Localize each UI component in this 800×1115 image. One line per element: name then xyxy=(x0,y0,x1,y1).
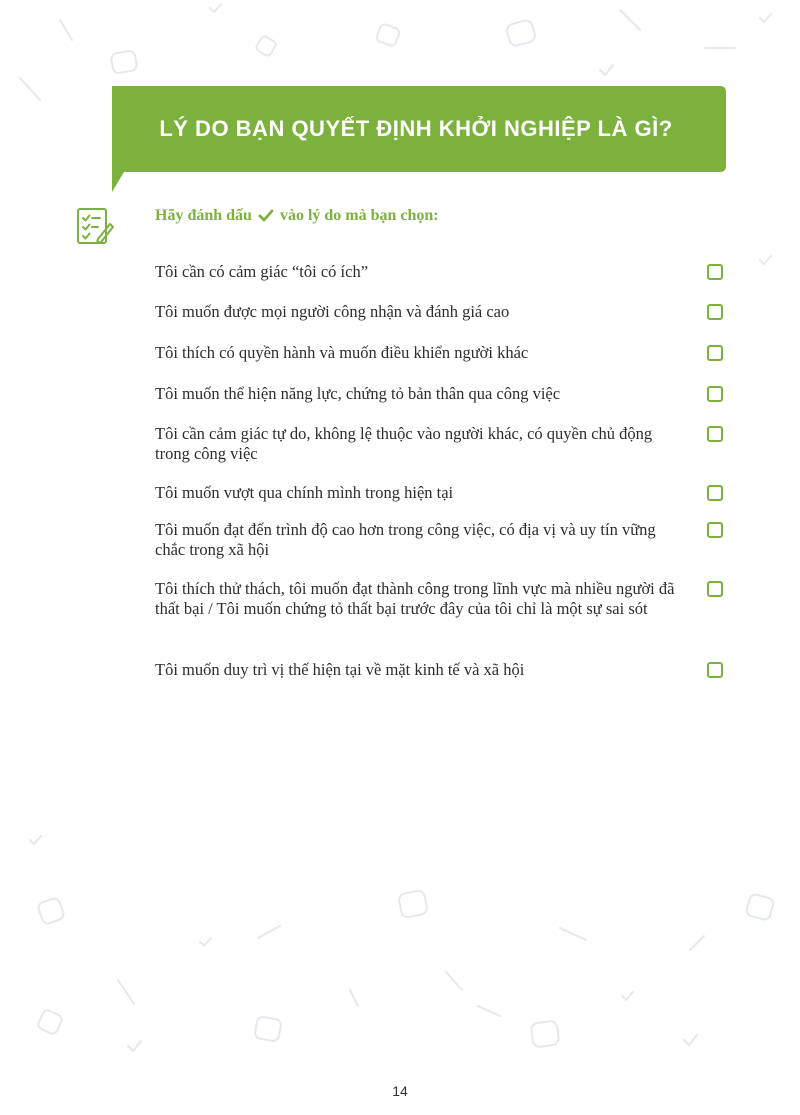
checklist-pencil-icon xyxy=(76,206,114,246)
checklist-item xyxy=(155,262,735,282)
checkbox[interactable] xyxy=(707,662,723,678)
checklist-item xyxy=(155,579,735,619)
doodle-pencil-icon xyxy=(446,972,462,990)
doodle-pencil-icon xyxy=(478,1006,500,1016)
doodle-check-icon xyxy=(684,1035,697,1045)
doodle-pencil-icon xyxy=(20,78,40,100)
doodle-square-icon xyxy=(530,1020,559,1047)
checklist-item xyxy=(155,483,735,503)
doodle-check-icon xyxy=(30,836,41,844)
checklist-item xyxy=(155,660,735,680)
doodle-pencil-icon xyxy=(620,10,640,30)
doodle-dash-icon xyxy=(690,936,704,950)
checkbox[interactable] xyxy=(707,345,723,361)
check-mark-icon xyxy=(258,209,274,223)
checklist-item-text: Tôi cần cảm giác tự do, không lệ thuộc vào người khác, có quyền chủ động trong công việc xyxy=(155,424,653,463)
checklist-item xyxy=(155,384,735,404)
checkbox[interactable] xyxy=(707,485,723,501)
doodle-square-icon xyxy=(255,35,277,57)
doodle-check-icon xyxy=(760,256,771,264)
checkbox[interactable] xyxy=(707,581,723,597)
checklist-item xyxy=(155,424,735,464)
title-banner xyxy=(106,86,728,194)
doodle-check-icon xyxy=(600,65,613,75)
checklist-item xyxy=(155,343,735,363)
doodle-pencil-icon xyxy=(258,926,280,938)
doodle-check-icon xyxy=(622,992,633,1000)
checklist-item-text: Tôi muốn duy trì vị thế hiện tại về mặt kinh tế và xã hội xyxy=(155,660,525,679)
doodle-check-icon xyxy=(128,1041,141,1051)
checkbox[interactable] xyxy=(707,264,723,280)
instruction-text-before: Hãy đánh dấu xyxy=(155,207,252,224)
doodle-square-icon xyxy=(398,890,428,919)
checkbox[interactable] xyxy=(707,304,723,320)
checkbox[interactable] xyxy=(707,426,723,442)
doodle-pencil-icon xyxy=(118,980,134,1004)
doodle-pencil-icon xyxy=(560,928,586,940)
doodle-check-icon xyxy=(200,938,211,946)
doodle-square-icon xyxy=(110,50,137,74)
doodle-pencil-icon xyxy=(60,20,72,40)
checklist-item-text: Tôi cần có cảm giác “tôi có ích” xyxy=(155,262,369,281)
doodle-square-icon xyxy=(37,897,65,925)
checklist-item xyxy=(155,520,735,560)
doodle-square-icon xyxy=(254,1016,281,1042)
checklist-item-text: Tôi muốn được mọi người công nhận và đánh giá cao xyxy=(155,302,510,321)
doodle-square-icon xyxy=(746,893,775,920)
checkbox[interactable] xyxy=(707,386,723,402)
doodle-square-icon xyxy=(376,23,401,47)
doodle-pencil-icon xyxy=(350,990,358,1006)
checkbox[interactable] xyxy=(707,522,723,538)
checklist-item-text: Tôi thích thử thách, tôi muốn đạt thành công trong lĩnh vực mà nhiều người đã thất bại / Tôi muốn chứng tỏ thất bại trước đây của tôi chỉ là một sự sai sót xyxy=(155,579,675,618)
doodle-square-icon xyxy=(506,19,537,47)
checklist-item xyxy=(155,302,735,322)
checklist-item-text: Tôi muốn đạt đến trình độ cao hơn trong công việc, có địa vị và uy tín vững chắc trong xã hội xyxy=(155,520,656,559)
checklist-item-text: Tôi thích có quyền hành và muốn điều khiển người khác xyxy=(155,343,529,362)
instruction-line xyxy=(155,204,439,228)
page-number: 14 xyxy=(392,1083,408,1099)
doodle-square-icon xyxy=(37,1009,64,1036)
doodle-check-icon xyxy=(760,14,771,22)
checklist-item-text: Tôi muốn vượt qua chính mình trong hiện tại xyxy=(155,483,454,502)
checklist-item-text: Tôi muốn thể hiện năng lực, chứng tỏ bản thân qua công việc xyxy=(155,384,561,403)
page-title: LÝ DO BẠN QUYẾT ĐỊNH KHỞI NGHIỆP LÀ GÌ? xyxy=(159,116,673,141)
instruction-text-after: vào lý do mà bạn chọn: xyxy=(279,207,439,224)
doodle-check-icon xyxy=(210,4,221,12)
